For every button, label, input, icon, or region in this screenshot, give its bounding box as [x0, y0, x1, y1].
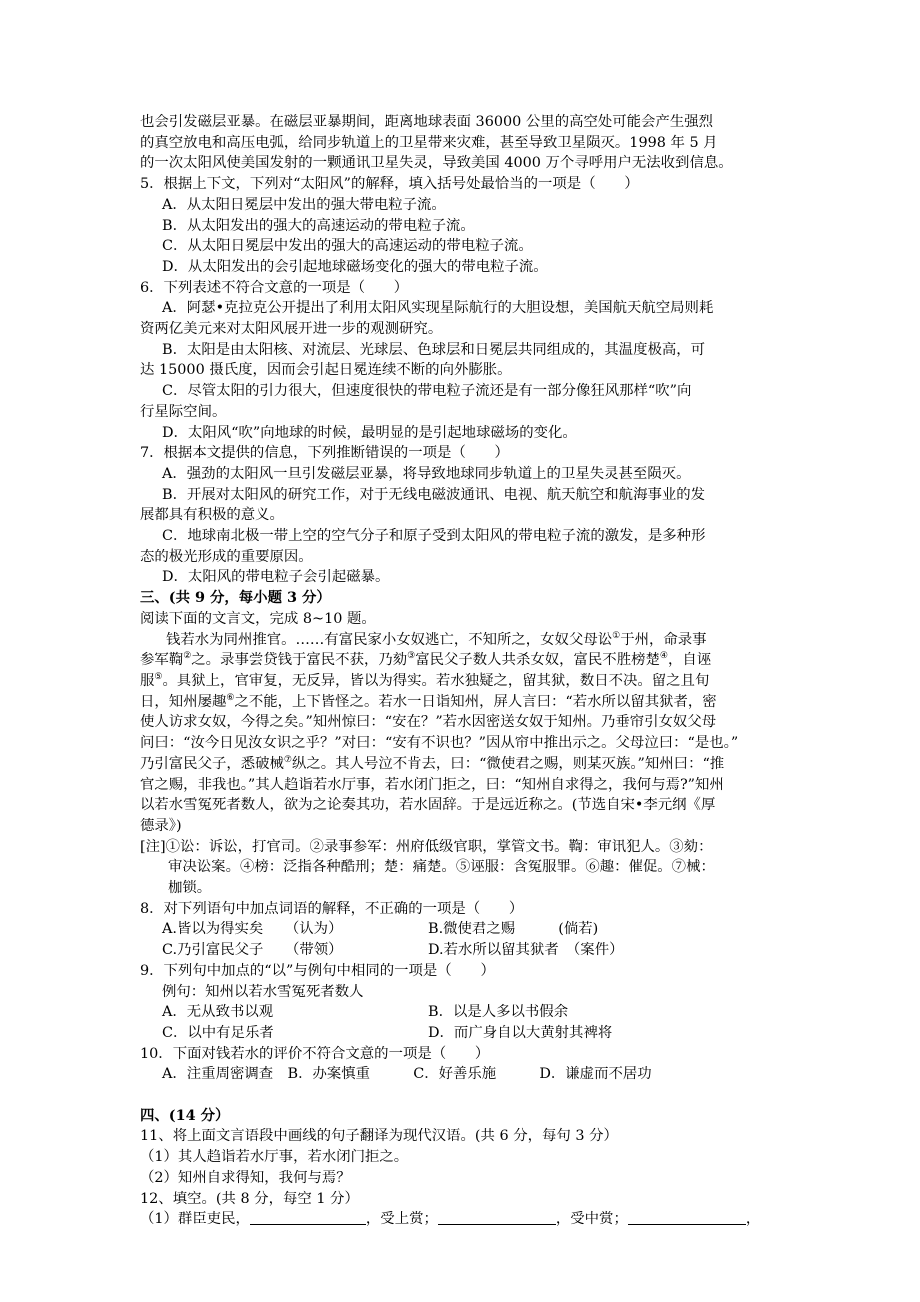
question-11-item-1: （1）其人趋诣若水厅事，若水闭门拒之。 [140, 1149, 409, 1166]
passage-text: ，自诬 [667, 652, 712, 669]
fill-text: （1）群臣吏民， [140, 1211, 250, 1228]
passage-text: 日，知州屡趣 [140, 693, 227, 710]
option-a: A．从太阳日冕层中发出的强大带电粒子流。 [162, 196, 446, 213]
passage-text: 使人访求女奴，今得之矣。”知州惊曰：“安在？”若水因密送女奴于知州。乃垂帘引女奴父母 [140, 714, 717, 731]
option-c-cont: 态的极光形成的重要原因。 [140, 548, 313, 565]
option-b-cont: 展都具有积极的意义。 [140, 507, 284, 524]
option-a: A．无从致书以观 [162, 1004, 274, 1021]
passage-text: 于州，命录事 [620, 631, 707, 648]
question-11-item-2: （2）知州自求得知，我何与焉？ [140, 1169, 351, 1186]
option-d: D.若水所以留其狱者 （案件） [428, 942, 624, 959]
option-b: B.微使君之赐 (倘若) [428, 921, 599, 938]
question-8 [140, 899, 790, 961]
note-marker: ③ [407, 651, 416, 662]
option-c: C．地球南北极一带上空的空气分子和原子受到太阳风的带电粒子流的激发，是多种形 [162, 528, 706, 545]
question-9 [140, 961, 790, 1044]
option-c-cont: 行星际空间。 [140, 403, 227, 420]
option-d: D．从太阳发出的会引起地球磁场变化的强大的带电粒子流。 [162, 258, 548, 275]
option-a: A.皆以为得实矣 （认为） [162, 921, 343, 938]
option-d: D．而广身自以大黄射其裨将 [428, 1024, 613, 1041]
note-marker: ⑥ [226, 692, 235, 703]
intro-paragraph [140, 112, 790, 174]
fill-text: ， [745, 1211, 761, 1228]
classical-passage [140, 630, 790, 837]
question-stem: 9．下列句中加点的“以”与例句中相同的一项是（ ） [140, 962, 495, 979]
note-marker: ⑦ [283, 754, 292, 765]
section-4 [140, 1106, 790, 1230]
passage-text: 服 [140, 672, 155, 689]
option-b-cont: 达 15000 摄氏度，因而会引起日冕连续不断的向外膨胀。 [140, 362, 512, 379]
passage-text: 乃引富民父子，悉破械 [140, 755, 284, 772]
fill-text: ，受中赏； [555, 1211, 628, 1228]
question-10 [140, 1044, 790, 1085]
note-marker: ① [612, 630, 621, 641]
passage-text: 之。录事尝贷钱于富民不获，乃劾 [191, 652, 408, 669]
question-stem: 10．下面对钱若水的评价不符合文意的一项是（ ） [140, 1045, 490, 1062]
note-marker: ④ [659, 651, 668, 662]
note-marker: ② [183, 651, 192, 662]
option-c: C．以中有足乐者 [162, 1024, 274, 1041]
question-12-item-1 [140, 1209, 790, 1230]
note-marker: ⑤ [154, 671, 163, 682]
option-d: D．太阳风“吹”向地球的时候，最明显的是引起地球磁场的变化。 [162, 424, 577, 441]
answer-blank[interactable] [250, 1210, 366, 1225]
passage-text: 之不能，上下皆怪之。若水一日诣知州，屏人言曰：“若水所以留其狱者，密 [234, 693, 717, 710]
answer-blank[interactable] [438, 1210, 556, 1225]
text-line: 也会引发磁层亚暴。在磁层亚暴期间，距离地球表面 36000 公里的高空处可能会产生强烈 [140, 114, 713, 130]
passage-text: 参军鞫 [140, 652, 184, 669]
passage-text: 问曰：“汝今日见汝女识之乎？”对曰：“安有不识也？”因从帘中推出示之。父母泣曰：“是也。” [140, 735, 739, 752]
option-d: D．太阳风的带电粒子会引起磁暴。 [162, 569, 390, 586]
passage-text: 。具狱上，官审复，无反异，皆以为得实。若水独疑之，留其狱，数日不决。留之且旬 [162, 672, 710, 689]
example-sentence: 例句：知州以若水雪冤死者数人 [162, 983, 364, 1000]
passage-text: 以若水雪冤死者数人，欲为之论奏其功，若水固辞。于是远近称之。(节选自宋•李元纲《厚 [140, 797, 716, 814]
question-7 [140, 443, 790, 588]
option-a: A．阿瑟•克拉克公开提出了利用太阳风实现星际航行的大胆设想，美国航天航空局则耗 [162, 300, 714, 317]
note-line: 审决讼案。④榜：泛指各种酷刑；楚：痛楚。⑤诬服：含冤服罪。⑥趣：催促。⑦械： [168, 859, 715, 876]
document-page [140, 112, 790, 1230]
answer-blank[interactable] [628, 1210, 746, 1225]
question-stem: 6．下列表述不符合文意的一项是（ ） [140, 279, 409, 296]
section-3-instruction: 阅读下面的文言文，完成 8~10 题。 [140, 610, 376, 627]
passage-text: 纵之。其人号泣不肯去，曰：“微使君之赐，则某灭族。”知州曰：“推 [292, 755, 725, 772]
passage-text: 钱若水为同州推官。……有富民家小女奴逃亡，不知所之，女奴父母讼 [166, 631, 613, 648]
option-c: C.乃引富民父子 （带领） [162, 942, 343, 959]
question-stem: 7．根据本文提供的信息，下列推断错误的一项是（ ） [140, 445, 509, 462]
passage-text: 富民父子数人共杀女奴，富民不胜榜楚 [415, 652, 660, 669]
note-line: 枷锁。 [168, 880, 212, 897]
option-a: A．强劲的太阳风一旦引发磁层亚暴，将导致地球同步轨道上的卫星失灵甚至陨灭。 [162, 465, 691, 482]
option-b: B．太阳是由太阳核、对流层、光球层、色球层和日冕层共同组成的，其温度极高，可 [162, 341, 706, 358]
option-b: B．从太阳发出的强大的高速运动的带电粒子流。 [162, 217, 475, 234]
section-3-heading: 三、(共 9 分，每小题 3 分） [140, 589, 331, 607]
options-row: A．注重周密调查 B．办案慎重 C．好善乐施 D．谦虚而不居功 [162, 1066, 652, 1083]
section-4-heading: 四、(14 分） [140, 1106, 230, 1124]
fill-text: ，受上赏； [365, 1211, 438, 1228]
question-stem: 8．对下列语句中加点词语的解释，不正确的一项是（ ） [140, 900, 524, 917]
passage-text: 德录》) [140, 817, 182, 834]
option-a-cont: 资两亿美元来对太阳风展开进一步的观测研究。 [140, 321, 443, 338]
option-b: B．以是人多以书假余 [428, 1004, 569, 1021]
text-line: 的真空放电和高压电弧，给同步轨道上的卫星带来灾难，甚至导致卫星陨灭。1998 年 5 月 [140, 134, 718, 151]
text-line: 的一次太阳风使美国发射的一颗通讯卫星失灵，导致美国 4000 万个寻呼用户无法收到信息。 [140, 155, 733, 172]
question-12-stem: 12、填空。(共 8 分，每空 1 分） [140, 1190, 359, 1207]
option-c: C．从太阳日冕层中发出的强大的高速运动的带电粒子流。 [162, 238, 533, 255]
question-stem: 5．根据上下文，下列对“太阳风”的解释，填入括号处最恰当的一项是（ ） [140, 176, 639, 193]
question-5 [140, 174, 790, 278]
passage-text: 官之赐，非我也。”其人趋诣若水厅事，若水闭门拒之，曰：“知州自求得之，我何与焉?”知州 [140, 776, 724, 793]
note-line: [注]①讼：诉讼，打官司。②录事参军：州府低级官职，掌管文书。鞫：审讯犯人。③劾： [140, 838, 713, 855]
question-6 [140, 278, 790, 444]
question-11-stem: 11、将上面文言语段中画线的句子翻译为现代汉语。(共 6 分，每句 3 分） [140, 1128, 618, 1145]
annotations [140, 837, 790, 899]
option-c: C．尽管太阳的引力很大，但速度很快的带电粒子流还是有一部分像狂风那样“吹”向 [162, 383, 692, 400]
option-b: B．开展对太阳风的研究工作，对于无线电磁波通讯、电视、航天航空和航海事业的发 [162, 486, 706, 503]
